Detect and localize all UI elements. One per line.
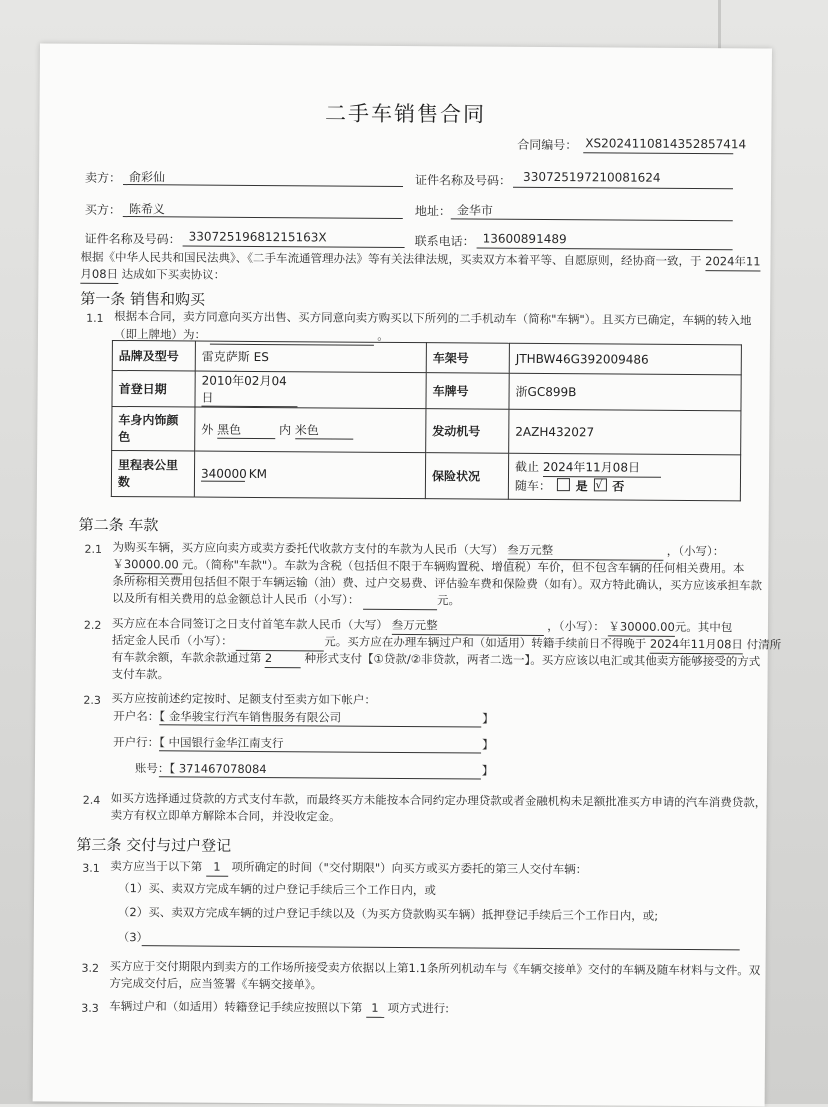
ext-color-value: 黑色 xyxy=(217,420,275,438)
phone-label: 联系电话： xyxy=(414,234,475,249)
p21-yen: ￥ xyxy=(112,556,124,572)
section2-heading: 第二条 车款 xyxy=(78,515,159,535)
int-color-value: 米色 xyxy=(295,421,353,439)
seller-id-label: 证件名称及号码： xyxy=(415,173,512,188)
engine-value: 2AZH432027 xyxy=(509,409,741,455)
mileage-value: 340000 xyxy=(200,466,247,481)
yes-checkbox[interactable] xyxy=(557,478,570,491)
color-cell xyxy=(195,407,426,453)
buyer-label: 买方： xyxy=(84,202,121,218)
p21-total-blank xyxy=(363,592,437,611)
p22-text-g: 种形式支付【①贷款/②非贷款，两者二选一】。买方应该以电汇或其他卖方能够接受的方式 xyxy=(304,651,761,669)
p31-option3: （3） xyxy=(117,930,149,945)
p31-line1 xyxy=(110,858,587,879)
table-row xyxy=(112,340,741,374)
acct-no-underline xyxy=(159,762,481,779)
p32-line2: 方完成交付后，应当签署《车辆交接单》。 xyxy=(109,975,323,992)
color-label: 车身内饰颜色 xyxy=(112,406,195,451)
p33-line1 xyxy=(109,998,449,1018)
preamble-text: 根据《中华人民共和国民法典》、《二手车流通管理办法》等有关法律法规，买卖双方本着平等、自愿原则，经协商一致，于 xyxy=(80,249,702,269)
address-value: 金华市 xyxy=(456,203,493,218)
buyer-underline xyxy=(123,202,403,219)
acct-name-close: 】 xyxy=(482,711,494,726)
mileage-unit: KM xyxy=(248,466,268,482)
buyer-id-underline xyxy=(183,231,405,248)
p21-total-label: 以及所有相关费用的总金额总计人民币（小写）： xyxy=(112,590,360,607)
p22-num: 2.2 xyxy=(83,618,102,632)
p22-text-f: 有车款余额，车款余款通过第 xyxy=(111,649,262,666)
ext-prefix: 外 xyxy=(201,422,214,437)
table-row xyxy=(111,450,740,500)
p22-text-d: 元。买方应在办理车辆过户和（如适用）转籍手续前日不得晚于 xyxy=(324,634,647,651)
insurance-date-value: 2024年11月08日 xyxy=(543,458,661,478)
reg-date-value: 2010年02月04日 xyxy=(201,372,297,408)
acct-name-value: 金华骏宝行汽车销售服务有限公司 xyxy=(168,709,342,725)
buyer-id-label: 证件名称及号码： xyxy=(84,231,181,247)
p24-num: 2.4 xyxy=(82,793,101,807)
p22-line4: 支付车款。 xyxy=(111,666,170,682)
p31-option1: （1）买、卖双方完成车辆的过户登记手续后三个工作日内，或 xyxy=(118,881,436,898)
seller-underline xyxy=(123,170,403,187)
buyer-id-value: 33072519681215163X xyxy=(188,229,327,245)
p22-text-a: 买方应在本合同签订之日支付首笔车款人民币（大写） xyxy=(111,615,389,632)
acct-bank-close: 】 xyxy=(482,737,494,752)
brand-label: 品牌及型号 xyxy=(112,340,195,371)
p33-choice: 1 xyxy=(366,1000,384,1018)
preamble-rest: 达成如下买卖协议： xyxy=(121,267,226,282)
reg-date-cell xyxy=(195,371,426,409)
p21-amount-lower: 30000.00 xyxy=(124,556,182,574)
buyer-value: 陈希义 xyxy=(128,202,165,217)
p31-choice: 1 xyxy=(206,859,228,877)
seller-id-underline xyxy=(513,173,733,190)
phone-value: 13600891489 xyxy=(482,231,567,247)
brand-value: 雷克萨斯 ES xyxy=(195,341,426,373)
with-car-line xyxy=(515,477,734,497)
plate-value: 浙GC899B xyxy=(509,373,741,411)
section1-text1: 根据本合同，卖方同意向买方出售、买方同意向卖方购买以下所列的二手机动车（简称"车辆"）。且买方已确定，车辆的转入地 xyxy=(114,308,752,328)
preamble-line2 xyxy=(80,266,225,285)
acct-no-value: 371467078084 xyxy=(178,761,267,777)
p22-deposit-blank xyxy=(236,633,324,652)
p21-text-c: 元。（简称"车款"）。车款为含税（包括但不限于车辆购置税、增值税）车价，但不包含车辆的任何相关费用。本 xyxy=(181,557,745,576)
p31-text-b: 项所确定的时间（"交付期限"）向买方或买方委托的第三人交付车辆： xyxy=(231,859,588,877)
int-prefix: 内 xyxy=(278,422,292,437)
p22-line3 xyxy=(112,649,761,672)
plate-label: 车牌号 xyxy=(426,373,509,410)
preamble-date-b: 月08日 xyxy=(80,266,118,284)
acct-name-underline xyxy=(159,710,481,727)
address-label: 地址： xyxy=(414,204,451,219)
p22-text-c: 元。其中包 xyxy=(674,619,733,635)
p32-line1: 买方应于交付期限内到卖方的工作场所接受卖方依据以上第1.1条所列机动车与《车辆交接单》交付的车辆及随车材料与文件。双 xyxy=(109,958,761,978)
acct-no-label: 账号：【 xyxy=(134,761,176,776)
p23-line1: 买方应按前述约定按时、足额支付至卖方如下帐户： xyxy=(111,690,376,707)
address-underline xyxy=(451,204,733,221)
section1-text2-end: 。 xyxy=(377,328,389,343)
vin-label: 车架号 xyxy=(426,343,509,374)
p21-line3: 条所称相关费用包括但不限于车辆运输（油）费、过户交易费、评估验车费和保险费（如有）。双方特此确认，买方应该承担车款 xyxy=(112,573,763,593)
section3-heading: 第三条 交付与过户登记 xyxy=(76,835,232,855)
p21-text-b: ，（小写）： xyxy=(666,543,725,559)
insurance-prefix: 截止 xyxy=(515,459,540,474)
p22-amount-upper: 叁万元整 xyxy=(392,617,544,636)
contract-no-label: 合同编号： xyxy=(517,137,578,153)
seller-value: 俞彩仙 xyxy=(129,170,166,185)
p32-num: 3.2 xyxy=(81,961,100,975)
insurance-date-line xyxy=(515,458,734,479)
engine-label: 发动机号 xyxy=(426,409,509,454)
table-row xyxy=(112,406,741,454)
p22-amount-lower: ￥30000.00 xyxy=(608,618,674,636)
p31-option2: （2）买、卖双方完成车辆的过户登记手续以及（为买方贷款购买车辆）抵押登记手续后三个工作日内，或; xyxy=(117,905,659,923)
p31-option3-blank xyxy=(142,931,740,950)
seller-label: 卖方： xyxy=(85,170,122,186)
section1-text2-label: （即上牌地）为： xyxy=(113,326,207,342)
p24-line2: 卖方有权立即单方解除本合同，并没收定金。 xyxy=(110,807,341,824)
p21-amount-upper: 叁万元整 xyxy=(507,542,663,561)
yes-label: 是 xyxy=(575,479,588,494)
p21-num: 2.1 xyxy=(84,542,103,556)
p31-num: 3.1 xyxy=(82,861,100,875)
p22-text-b: ，（小写）： xyxy=(547,619,605,634)
table-row xyxy=(112,370,741,410)
with-car-label: 随车： xyxy=(514,478,551,494)
section1-heading: 第一条 销售和购买 xyxy=(80,289,206,309)
p21-text-a: 为购买车辆，买方应向卖方或卖方委托代收款方支付的车款为人民币（大写） xyxy=(112,539,504,557)
contract-page xyxy=(33,43,782,1106)
section1-num: 1.1 xyxy=(86,311,104,325)
contract-no-value: XS2024110814352857414 xyxy=(585,136,747,152)
no-checkbox[interactable] xyxy=(593,478,606,491)
p22-payment-way: 2 xyxy=(265,650,301,668)
p33-text-a: 车辆过户和（如适用）转籍登记手续应按照以下第 xyxy=(109,998,363,1015)
p21-total-unit: 元。 xyxy=(436,593,461,608)
acct-bank-label: 开户行：【 xyxy=(113,734,165,750)
acct-bank-underline xyxy=(159,736,481,753)
vehicle-info-table xyxy=(111,340,742,501)
p33-text-b: 项方式进行: xyxy=(387,1000,450,1016)
seller-id-value: 330725197210081624 xyxy=(523,169,661,185)
document-title: 二手车销售合同 xyxy=(324,101,487,127)
mileage-cell xyxy=(194,451,425,499)
acct-bank-value: 中国银行金华江南支行 xyxy=(168,735,284,751)
acct-no-close: 】 xyxy=(481,763,494,778)
contract-no-underline xyxy=(583,138,733,154)
acct-name-label: 开户名：【 xyxy=(113,708,166,724)
no-label: 否 xyxy=(612,479,625,494)
p23-num: 2.3 xyxy=(83,693,101,707)
p33-num: 3.3 xyxy=(81,1001,99,1015)
p22-text-e: 付清所 xyxy=(746,637,782,652)
reg-date-label: 首登日期 xyxy=(112,370,195,407)
preamble-date-a: 2024年11 xyxy=(705,253,761,271)
insurance-cell xyxy=(508,453,740,501)
vin-value: JTHBW46G392009486 xyxy=(509,343,741,375)
p22-deposit-label: 括定金人民币（小写）： xyxy=(111,632,233,648)
p24-line1: 如买方选择通过贷款的方式支付车款，而最终买方未能按本合同约定办理贷款或者金融机构未足额批准买方申请的汽车消费贷款， xyxy=(110,790,767,810)
insurance-label: 保险状况 xyxy=(425,453,508,500)
p22-date: 2024年11月08日 xyxy=(650,636,743,655)
mileage-label: 里程表公里数 xyxy=(111,450,194,497)
p21-line4 xyxy=(112,590,460,610)
p31-text-a: 卖方应当于以下第 xyxy=(110,858,203,874)
phone-underline xyxy=(477,233,733,250)
